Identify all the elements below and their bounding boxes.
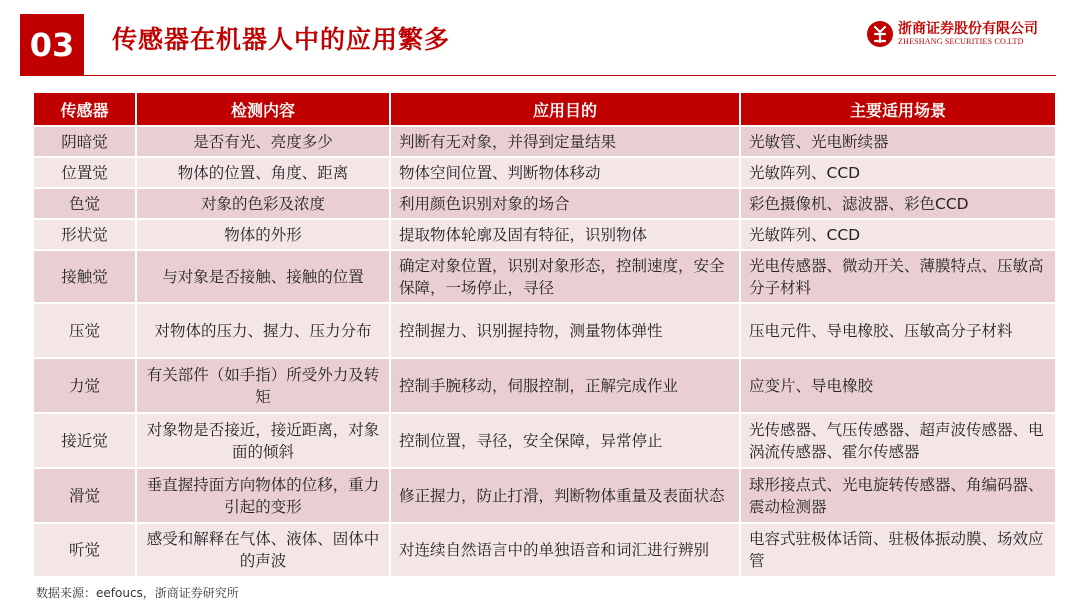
cell-sensor: 听觉 bbox=[34, 524, 137, 578]
cell-content: 物体的位置、角度、距离 bbox=[137, 158, 391, 189]
page-title: 传感器在机器人中的应用繁多 bbox=[112, 25, 451, 54]
cell-scene: 光电传感器、微动开关、薄膜特点、压敏高分子材料 bbox=[741, 251, 1055, 304]
cell-purpose: 控制手腕移动，伺服控制，正解完成作业 bbox=[391, 359, 741, 414]
cell-sensor: 接触觉 bbox=[34, 251, 137, 304]
header-sensor: 传感器 bbox=[34, 93, 137, 127]
table-row bbox=[34, 220, 1055, 251]
data-source-note: 数据来源：eefoucs，浙商证券研究所 bbox=[36, 586, 239, 600]
cell-sensor: 力觉 bbox=[34, 359, 137, 414]
table-header-row bbox=[34, 93, 1055, 127]
company-name-cn: 浙商证券股份有限公司 bbox=[898, 21, 1038, 37]
table-row bbox=[34, 158, 1055, 189]
cell-sensor: 阴暗觉 bbox=[34, 127, 137, 158]
slide-number: 03 bbox=[29, 26, 75, 64]
header-divider bbox=[84, 75, 1056, 76]
cell-scene: 光敏管、光电断续器 bbox=[741, 127, 1055, 158]
table-row bbox=[34, 524, 1055, 578]
cell-content: 感受和解释在气体、液体、固体中的声波 bbox=[137, 524, 391, 578]
zheshang-logo-icon bbox=[866, 20, 894, 48]
sensor-table bbox=[34, 93, 1055, 578]
cell-purpose: 控制握力、识别握持物，测量物体弹性 bbox=[391, 304, 741, 359]
cell-content: 有关部件（如手指）所受外力及转矩 bbox=[137, 359, 391, 414]
company-name-en: ZHESHANG SECURITIES CO.LTD bbox=[898, 37, 1024, 46]
table-row bbox=[34, 127, 1055, 158]
cell-content: 垂直握持面方向物体的位移，重力引起的变形 bbox=[137, 469, 391, 524]
cell-purpose: 控制位置，寻径，安全保障，异常停止 bbox=[391, 414, 741, 469]
cell-purpose: 对连续自然语言中的单独语音和词汇进行辨别 bbox=[391, 524, 741, 578]
cell-purpose: 判断有无对象，并得到定量结果 bbox=[391, 127, 741, 158]
company-logo bbox=[866, 18, 1066, 52]
cell-scene: 光传感器、气压传感器、超声波传感器、电涡流传感器、霍尔传感器 bbox=[741, 414, 1055, 469]
cell-purpose: 修正握力，防止打滑，判断物体重量及表面状态 bbox=[391, 469, 741, 524]
cell-scene: 球形接点式、光电旋转传感器、角编码器、震动检测器 bbox=[741, 469, 1055, 524]
header-purpose: 应用目的 bbox=[391, 93, 741, 127]
cell-content: 对物体的压力、握力、压力分布 bbox=[137, 304, 391, 359]
cell-scene: 压电元件、导电橡胶、压敏高分子材料 bbox=[741, 304, 1055, 359]
cell-purpose: 提取物体轮廓及固有特征，识别物体 bbox=[391, 220, 741, 251]
cell-purpose: 确定对象位置，识别对象形态，控制速度，安全保障，一场停止，寻径 bbox=[391, 251, 741, 304]
cell-scene: 电容式驻极体话筒、驻极体振动膜、场效应管 bbox=[741, 524, 1055, 578]
cell-content: 物体的外形 bbox=[137, 220, 391, 251]
cell-sensor: 接近觉 bbox=[34, 414, 137, 469]
table-row bbox=[34, 304, 1055, 359]
cell-sensor: 形状觉 bbox=[34, 220, 137, 251]
cell-sensor: 色觉 bbox=[34, 189, 137, 220]
table-row bbox=[34, 414, 1055, 469]
header-content: 检测内容 bbox=[137, 93, 391, 127]
cell-sensor: 压觉 bbox=[34, 304, 137, 359]
cell-scene: 应变片、导电橡胶 bbox=[741, 359, 1055, 414]
cell-content: 对象的色彩及浓度 bbox=[137, 189, 391, 220]
cell-purpose: 利用颜色识别对象的场合 bbox=[391, 189, 741, 220]
cell-scene: 光敏阵列、CCD bbox=[741, 220, 1055, 251]
cell-scene: 光敏阵列、CCD bbox=[741, 158, 1055, 189]
table-row bbox=[34, 359, 1055, 414]
cell-scene: 彩色摄像机、滤波器、彩色CCD bbox=[741, 189, 1055, 220]
cell-content: 是否有光、亮度多少 bbox=[137, 127, 391, 158]
cell-purpose: 物体空间位置、判断物体移动 bbox=[391, 158, 741, 189]
cell-sensor: 滑觉 bbox=[34, 469, 137, 524]
table-row bbox=[34, 469, 1055, 524]
table-row bbox=[34, 251, 1055, 304]
cell-content: 与对象是否接触、接触的位置 bbox=[137, 251, 391, 304]
table-row bbox=[34, 189, 1055, 220]
slide-number-badge bbox=[20, 14, 84, 76]
cell-content: 对象物是否接近，接近距离，对象面的倾斜 bbox=[137, 414, 391, 469]
header-scene: 主要适用场景 bbox=[741, 93, 1055, 127]
cell-sensor: 位置觉 bbox=[34, 158, 137, 189]
